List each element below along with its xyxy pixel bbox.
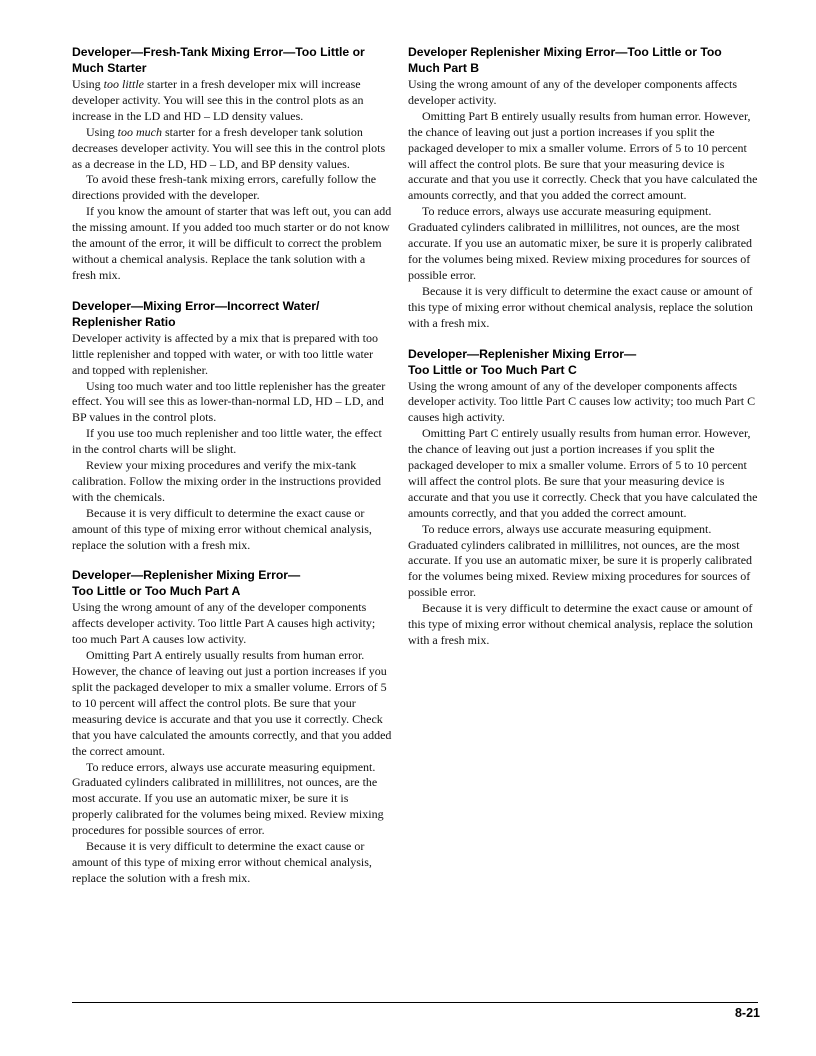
text-run: Using — [86, 124, 118, 139]
left-column — [72, 44, 392, 901]
section-heading — [72, 298, 392, 330]
heading-line: Developer Replenisher Mixing Error—Too Little or Too — [408, 45, 722, 59]
section-fresh-tank-starter — [72, 44, 392, 284]
paragraph: Because it is very difficult to determine the exact cause or amount of this type of mixing error without chemical analysis, replace the solution with a fresh mix. — [408, 283, 753, 330]
paragraph: To avoid these fresh-tank mixing errors, carefully follow the directions provided with the developer. — [72, 172, 377, 203]
heading-line: Developer—Replenisher Mixing Error— — [72, 568, 301, 583]
text-run: starter for a fresh developer tank solution decreases developer activity. You will see this in the control plots as a decrease in the LD, HD – LD, and BP density values. — [72, 124, 386, 171]
paragraph — [72, 77, 392, 125]
paragraph: Omitting Part A entirely usually results from human error. However, the chance of leaving out just a portion increases if you split the packaged developer to mix a smaller volume. Errors of 5 to 10 percent will affect the control plots. Be sure that your measuring device is accurate and that you use it correctly. Check that you have calculated the amounts correctly, and that you added the correct amount. — [72, 648, 392, 758]
section-heading — [408, 44, 758, 76]
section-water-replenisher-ratio — [72, 298, 392, 554]
section-heading — [72, 44, 392, 76]
page-number: 8-21 — [734, 1006, 760, 1020]
section-part-b — [408, 44, 758, 332]
paragraph: Using the wrong amount of any of the developer components affects developer activity. Too little Part C causes low activity; too much Part C causes high activity. — [408, 378, 756, 425]
paragraph: Using the wrong amount of any of the developer components affects developer activity. — [408, 77, 738, 107]
text-run: Using — [72, 77, 104, 91]
paragraph: Review your mixing procedures and verify the mix-tank calibration. Follow the mixing order in the instructions provided with the chemicals. — [72, 458, 381, 504]
heading-line: Too Little or Too Much Part A — [72, 584, 241, 599]
paragraph: Using too much water and too little replenisher has the greater effect. You will see this as lower-than-normal LD, HD – LD, and BP values in the control plots. — [72, 378, 386, 425]
paragraph: If you know the amount of starter that was left out, you can add the missing amount. If you added too much starter or do not know the amount of the error, it will be difficult to correct the problem without a chemical analysis. Replace the tank solution with a fresh mix. — [72, 204, 392, 282]
heading-line: Developer—Fresh-Tank Mixing Error—Too Little or — [72, 45, 365, 59]
heading-line: Too Little or Too Much Part C — [408, 362, 577, 377]
paragraph: If you use too much replenisher and too little water, the effect in the control charts will be slight. — [72, 426, 382, 457]
section-heading — [72, 567, 392, 599]
paragraph: To reduce errors, always use accurate measuring equipment. Graduated cylinders calibrated in millilitres, not ounces, are the most accurate. If you use an automatic mixer, be sure it is properly calibrated for the volumes being mixed. Review mixing procedures for sources of possible error. — [408, 521, 753, 600]
paragraph: Because it is very difficult to determine the exact cause or amount of this type of mixing error without chemical analysis, replace the solution with a fresh mix. — [72, 839, 372, 885]
paragraph: Omitting Part B entirely usually results from human error. However, the chance of leaving out just a portion increases if you split the packaged developer to mix a smaller volume. Errors of 5 to 10 percent will affect the control plots. Be sure that your measuring device is accurate and that you use it correctly. Check that you have calculated the amounts correctly, and that you added the correct amount. — [408, 108, 758, 203]
paragraph: Developer activity is affected by a mix that is prepared with too little replenisher and topped with water, or with too little water and topped with replenisher. — [72, 330, 379, 377]
footer-rule — [72, 1002, 758, 1003]
paragraph: Because it is very difficult to determine the exact cause or amount of this type of mixing error without chemical analysis, replace the solution with a fresh mix. — [72, 505, 372, 552]
paragraph: Omitting Part C entirely usually results from human error. However, the chance of leaving out just a portion increases if you split the packaged developer to mix a smaller volume. Errors of 5 to 10 percent will affect the control plots. Be sure that your measuring device is accurate and that you use it correctly. Check that you have calculated the amounts correctly, and that you added the correct amount. — [408, 426, 758, 520]
section-heading — [408, 346, 758, 378]
paragraph: Because it is very difficult to determine the exact cause or amount of this type of mixing error without chemical analysis, replace the solution with a fresh mix. — [408, 601, 753, 647]
emphasis-text: too much — [117, 124, 162, 139]
right-column — [408, 44, 758, 663]
heading-line: Developer—Replenisher Mixing Error— — [408, 346, 637, 361]
paragraph: To reduce errors, always use accurate measuring equipment. Graduated cylinders calibrated in millilitres, not ounces, are the most accurate. If you use an automatic mixer, be sure it is properly calibrated for the volumes being mixed. Review mixing procedures for sources of possible error. — [408, 204, 753, 282]
paragraph — [72, 125, 392, 173]
heading-line: Developer—Mixing Error—Incorrect Water/ — [72, 298, 320, 313]
section-part-c — [408, 346, 758, 649]
heading-line: Much Part B — [408, 61, 480, 75]
paragraph: To reduce errors, always use accurate measuring equipment. Graduated cylinders calibrated in millilitres, not ounces, are the most accurate. If you use an automatic mixer, be sure it is properly calibrated for the volumes being mixed. Review mixing procedures for possible sources of error. — [72, 759, 384, 838]
section-part-a — [72, 567, 392, 886]
paragraph: Using the wrong amount of any of the developer components affects developer activity. Too little Part A causes high activity; too much Part A causes low activity. — [72, 600, 376, 647]
emphasis-text: too little — [103, 77, 145, 91]
heading-line: Replenisher Ratio — [72, 314, 176, 329]
text-run: starter in a fresh developer mix will increase developer activity. You will see this in the control plots as an increase in the LD and HD – LD density values. — [72, 77, 364, 123]
heading-line: Much Starter — [72, 61, 147, 75]
